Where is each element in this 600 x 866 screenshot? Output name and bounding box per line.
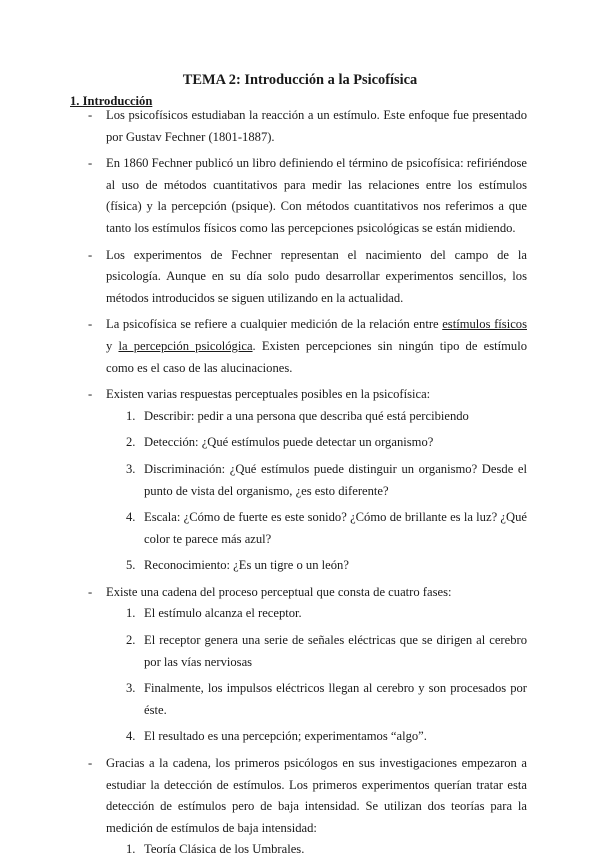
item-text: Finalmente, los impulsos eléctricos llegan al cerebro y son procesados por éste.	[144, 681, 527, 717]
numbered-item	[106, 406, 527, 428]
numbered-list	[106, 406, 527, 577]
bullet-item	[0, 314, 527, 379]
item-text: El estímulo alcanza el receptor.	[144, 606, 302, 621]
bullet-text: Existen varias respuestas perceptuales posibles en la psicofísica:	[106, 387, 431, 402]
bullet-text: Los experimentos de Fechner representan el nacimiento del campo de la psicología. Aunque en su día solo pudo desarrollar experimentos sencillos, los métodos introducidos se siguen utilizando en la actualidad.	[106, 247, 527, 305]
numbered-item	[106, 726, 527, 748]
item-number: 4.	[126, 510, 136, 525]
item-text: Describir: pedir a una persona que describa qué está percibiendo	[144, 408, 469, 423]
item-number: 2.	[126, 633, 136, 648]
bullet-item	[0, 384, 527, 577]
underlined-term-physical-stimuli: estímulos físicos	[442, 317, 527, 332]
item-number: 3.	[126, 681, 136, 696]
item-number: 1.	[126, 606, 136, 621]
item-text: Teoría Clásica de los Umbrales.	[144, 842, 305, 857]
numbered-item	[106, 555, 527, 577]
item-text: El resultado es una percepción; experimentamos “algo”.	[144, 729, 427, 744]
document-title: TEMA 2: Introducción a la Psicofísica	[182, 72, 418, 88]
bullet-item	[0, 153, 527, 239]
underlined-term-psychological-perception: la percepción psicológica	[118, 338, 253, 353]
item-number: 5.	[126, 558, 136, 573]
numbered-item	[106, 603, 527, 625]
numbered-item	[106, 432, 527, 454]
bullet-list	[0, 105, 600, 866]
bullet-item	[0, 753, 527, 861]
bullet-item	[0, 245, 527, 310]
item-number: 2.	[126, 435, 136, 450]
numbered-list	[106, 839, 527, 861]
bullet-text: En 1860 Fechner publicó un libro definiendo el término de psicofísica: refiriéndose al uso de métodos cuantitativos para medir las relaciones entre los estímulos (física) y la percepción (psique). Con métodos cuantitativos nos referimos a que tanto los estímulos físicos como las percepciones psicológicas se están midiendo.	[106, 156, 527, 235]
item-text: Escala: ¿Cómo de fuerte es este sonido? ¿Cómo de brillante es la luz? ¿Qué color te parece más azul?	[144, 510, 527, 546]
bullet-item	[0, 105, 527, 148]
item-text: Reconocimiento: ¿Es un tigre o un león?	[144, 558, 349, 573]
item-number: 1.	[126, 842, 136, 857]
section-heading: 1. Introducción	[70, 94, 153, 108]
bullet-text: Gracias a la cadena, los primeros psicólogos en sus investigaciones empezaron a estudiar la detección de estímulos. Los primeros experimentos querían tratar esta detección de estímulos pero de baja intensidad. Se utilizan dos teorías para la medición de estímulos de baja intensidad:	[106, 756, 527, 835]
numbered-list	[106, 603, 527, 748]
bullet-text: Los psicofísicos estudiaban la reacción a un estímulo. Este enfoque fue presentado por Gustav Fechner (1801-1887).	[106, 108, 527, 144]
bullet-item	[0, 582, 527, 748]
bullet-text-middle: y	[106, 338, 119, 353]
bullet-text-prefix: La psicofísica se refiere a cualquier medición de la relación entre	[106, 317, 443, 332]
item-number: 3.	[126, 461, 136, 476]
item-number: 4.	[126, 729, 136, 744]
item-text: Discriminación: ¿Qué estímulos puede distinguir un organismo? Desde el punto de vista del organismo, ¿es esto diferente?	[144, 461, 527, 498]
numbered-item	[106, 459, 527, 502]
numbered-item	[106, 839, 527, 861]
item-text: El receptor genera una serie de señales eléctricas que se dirigen al cerebro por las vías nerviosas	[144, 633, 527, 669]
numbered-item	[106, 630, 527, 673]
bullet-text-suffix: . Existen percepciones sin ningún tipo de estímulo como es el caso de las alucinaciones.	[106, 338, 527, 375]
bullet-text: Existe una cadena del proceso perceptual que consta de cuatro fases:	[106, 584, 452, 599]
item-number: 1.	[126, 408, 136, 423]
item-text: Detección: ¿Qué estímulos puede detectar un organismo?	[144, 435, 434, 450]
numbered-item	[106, 678, 527, 721]
numbered-item	[106, 507, 527, 550]
